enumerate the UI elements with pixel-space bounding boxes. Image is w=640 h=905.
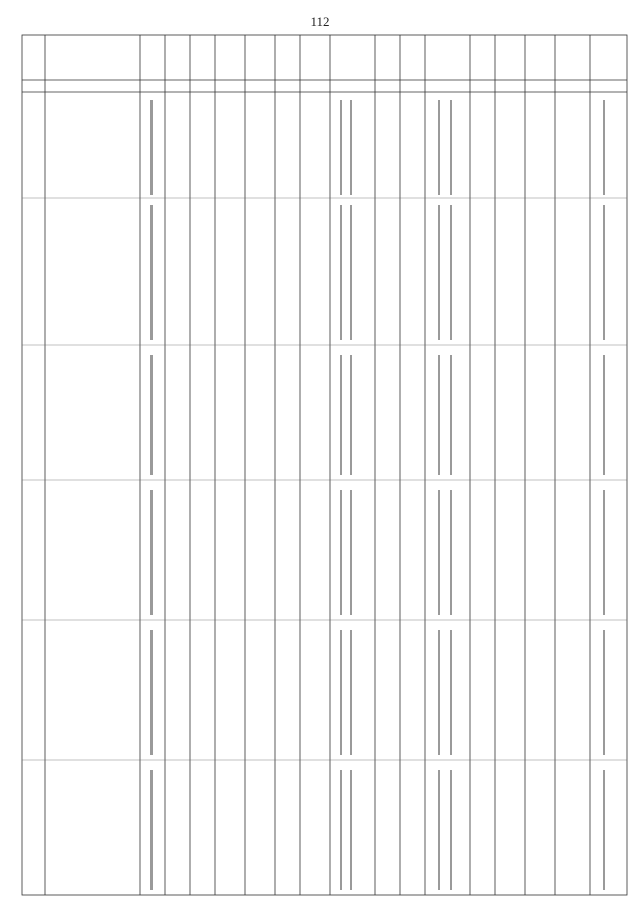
- illegible-text-marks: [150, 100, 605, 890]
- column-separators: [45, 35, 590, 895]
- page-number: 112: [310, 14, 330, 29]
- row-separators: [22, 198, 627, 760]
- table-frame: [22, 35, 627, 895]
